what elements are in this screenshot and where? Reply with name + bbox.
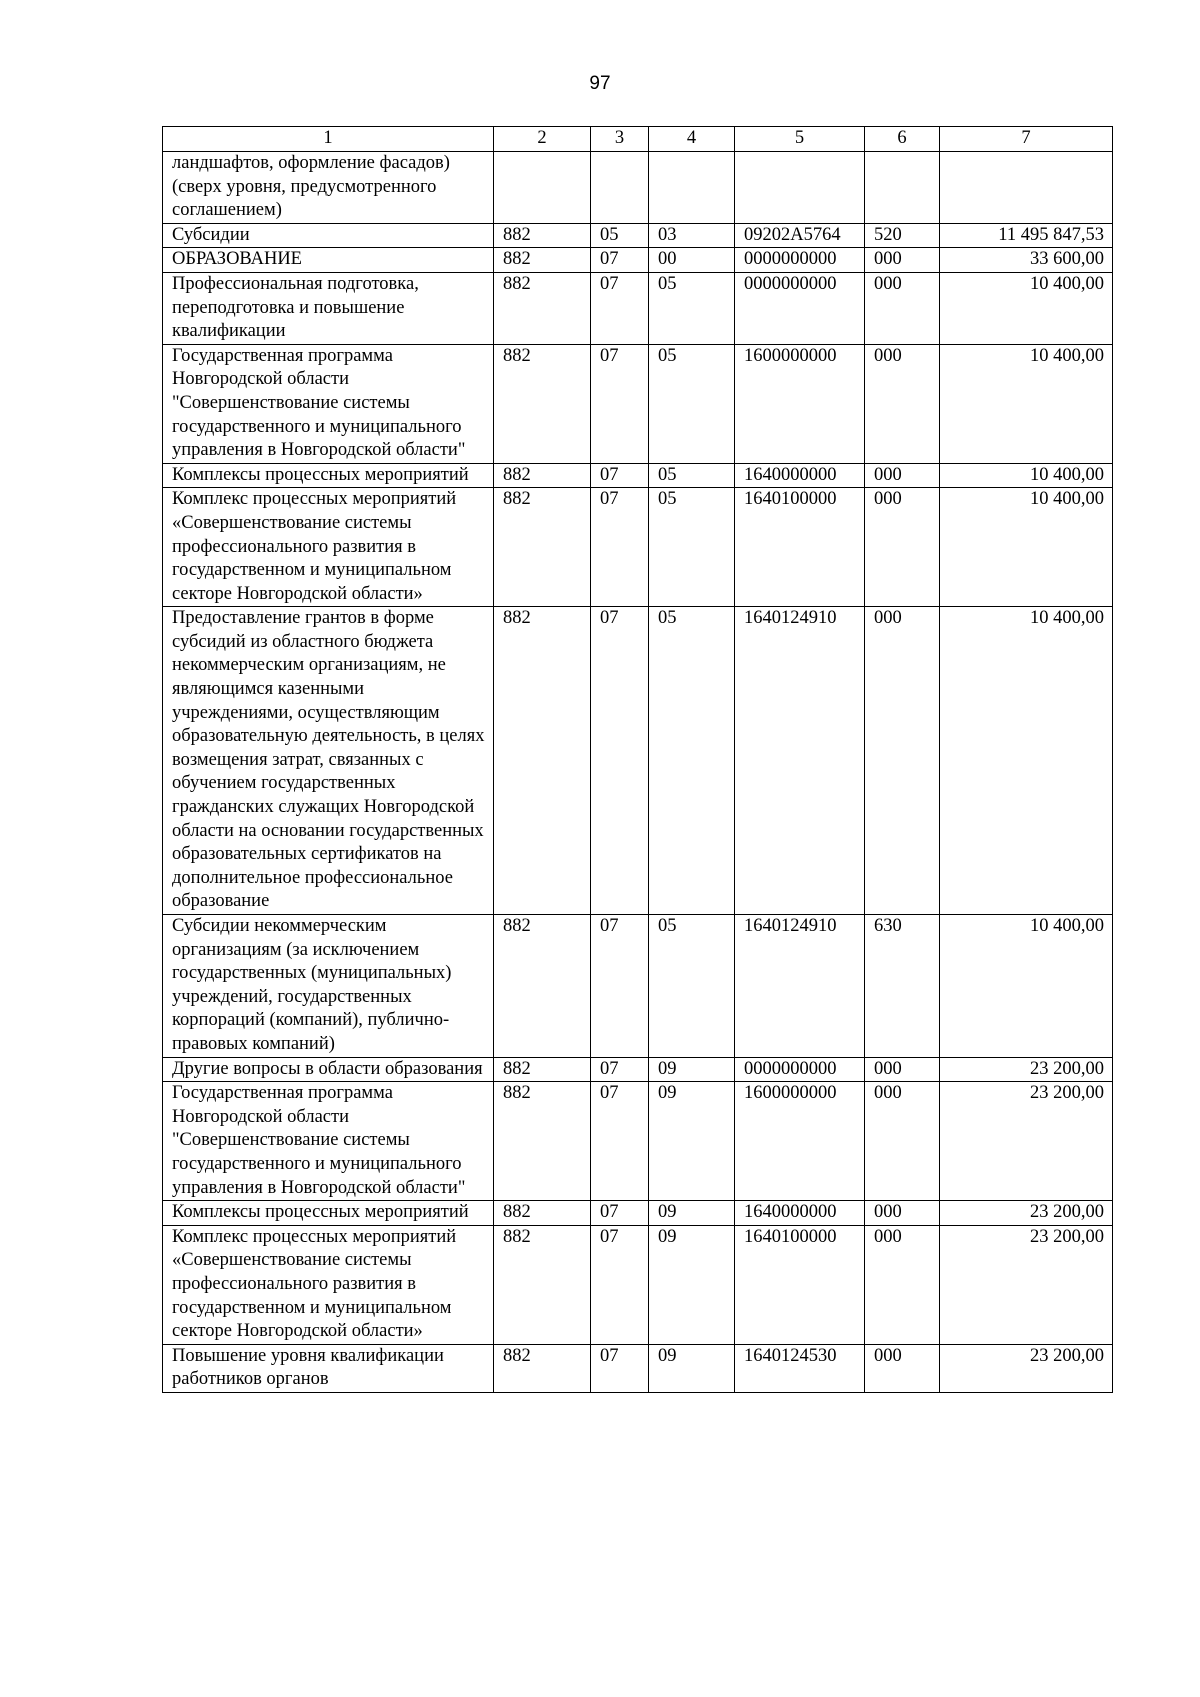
subsection-cell: 09 [649,1225,735,1344]
target-article-cell: 1640124910 [735,607,865,915]
subsection-cell: 00 [649,248,735,273]
expense-type-cell [865,152,940,224]
table-row [163,272,1113,344]
section-cell: 07 [591,915,649,1058]
table-row [163,1225,1113,1344]
target-article-cell: 1600000000 [735,344,865,463]
target-article-cell: 1640124910 [735,915,865,1058]
expense-type-cell: 630 [865,915,940,1058]
table-row [163,223,1113,248]
section-cell: 07 [591,1057,649,1082]
admin-code-cell: 882 [494,344,591,463]
section-cell [591,152,649,224]
table-row [163,248,1113,273]
section-cell: 07 [591,344,649,463]
section-cell: 07 [591,607,649,915]
table-row [163,1344,1113,1392]
section-cell: 07 [591,1201,649,1226]
target-article-cell: 1640000000 [735,1201,865,1226]
subsection-cell: 05 [649,344,735,463]
admin-code-cell: 882 [494,607,591,915]
subsection-cell: 03 [649,223,735,248]
row-name-cell: Государственная программа Новгородской области "Совершенствование системы государственного и муниципального управления в Новгородской области" [163,1082,494,1201]
expense-type-cell: 000 [865,344,940,463]
target-article-cell: 1640124530 [735,1344,865,1392]
subsection-cell: 09 [649,1344,735,1392]
column-header-4: 4 [649,127,735,152]
expense-type-cell: 000 [865,1082,940,1201]
row-name-cell: Государственная программа Новгородской области "Совершенствование системы государственного и муниципального управления в Новгородской области" [163,344,494,463]
expense-type-cell: 520 [865,223,940,248]
target-article-cell: 09202A5764 [735,223,865,248]
amount-cell: 10 400,00 [940,915,1113,1058]
amount-cell: 11 495 847,53 [940,223,1113,248]
table-row [163,344,1113,463]
row-name-cell: Субсидии некоммерческим организациям (за исключением государственных (муниципальных) учреждений, государственных корпораций (компаний), публично-правовых компаний) [163,915,494,1058]
target-article-cell [735,152,865,224]
admin-code-cell: 882 [494,223,591,248]
section-cell: 07 [591,272,649,344]
column-header-3: 3 [591,127,649,152]
amount-cell: 10 400,00 [940,344,1113,463]
target-article-cell: 1600000000 [735,1082,865,1201]
admin-code-cell: 882 [494,248,591,273]
admin-code-cell: 882 [494,1344,591,1392]
expense-type-cell: 000 [865,1225,940,1344]
amount-cell: 10 400,00 [940,488,1113,607]
expense-type-cell: 000 [865,1344,940,1392]
row-name-cell: Субсидии [163,223,494,248]
expense-type-cell: 000 [865,607,940,915]
admin-code-cell [494,152,591,224]
amount-cell: 10 400,00 [940,272,1113,344]
table-row [163,915,1113,1058]
target-article-cell: 1640100000 [735,488,865,607]
expense-type-cell: 000 [865,248,940,273]
subsection-cell: 09 [649,1082,735,1201]
row-name-cell: Другие вопросы в области образования [163,1057,494,1082]
amount-cell: 23 200,00 [940,1225,1113,1344]
subsection-cell: 05 [649,607,735,915]
section-cell: 07 [591,488,649,607]
admin-code-cell: 882 [494,1225,591,1344]
amount-cell: 23 200,00 [940,1344,1113,1392]
section-cell: 05 [591,223,649,248]
target-article-cell: 0000000000 [735,1057,865,1082]
amount-cell: 23 200,00 [940,1082,1113,1201]
target-article-cell: 0000000000 [735,248,865,273]
subsection-cell: 05 [649,488,735,607]
target-article-cell: 1640100000 [735,1225,865,1344]
row-name-cell: Комплексы процессных мероприятий [163,1201,494,1226]
row-name-cell: Предоставление грантов в форме субсидий из областного бюджета некоммерческим организациям, не являющимся казенными учреждениями, осуществляющим образовательную деятельность, в целях возмещения затрат, связанных с обучением государственных гражданских служащих Новгородской области на основании государственных образовательных сертификатов на дополнительное профессиональное образование [163,607,494,915]
row-name-cell: ландшафтов, оформление фасадов) (сверх уровня, предусмотренного соглашением) [163,152,494,224]
admin-code-cell: 882 [494,1082,591,1201]
section-cell: 07 [591,1344,649,1392]
table-row [163,463,1113,488]
expense-type-cell: 000 [865,272,940,344]
section-cell: 07 [591,1082,649,1201]
row-name-cell: Комплексы процессных мероприятий [163,463,494,488]
amount-cell: 23 200,00 [940,1057,1113,1082]
subsection-cell: 09 [649,1057,735,1082]
admin-code-cell: 882 [494,1057,591,1082]
admin-code-cell: 882 [494,463,591,488]
amount-cell: 23 200,00 [940,1201,1113,1226]
target-article-cell: 1640000000 [735,463,865,488]
admin-code-cell: 882 [494,488,591,607]
table-header-row [163,127,1113,152]
target-article-cell: 0000000000 [735,272,865,344]
row-name-cell: Комплекс процессных мероприятий «Совершенствование системы профессионального развития в государственном и муниципальном секторе Новгородской области» [163,488,494,607]
column-header-7: 7 [940,127,1113,152]
subsection-cell [649,152,735,224]
section-cell: 07 [591,248,649,273]
subsection-cell: 05 [649,463,735,488]
column-header-5: 5 [735,127,865,152]
subsection-cell: 05 [649,272,735,344]
expense-type-cell: 000 [865,1201,940,1226]
admin-code-cell: 882 [494,1201,591,1226]
table-row [163,152,1113,224]
table-row [163,1057,1113,1082]
row-name-cell: Профессиональная подготовка, переподготовка и повышение квалификации [163,272,494,344]
column-header-2: 2 [494,127,591,152]
admin-code-cell: 882 [494,915,591,1058]
expense-type-cell: 000 [865,488,940,607]
section-cell: 07 [591,463,649,488]
amount-cell: 10 400,00 [940,607,1113,915]
amount-cell: 33 600,00 [940,248,1113,273]
section-cell: 07 [591,1225,649,1344]
row-name-cell: Комплекс процессных мероприятий «Совершенствование системы профессионального развития в государственном и муниципальном секторе Новгородской области» [163,1225,494,1344]
amount-cell: 10 400,00 [940,463,1113,488]
admin-code-cell: 882 [494,272,591,344]
budget-table [162,126,1113,1393]
row-name-cell: ОБРАЗОВАНИЕ [163,248,494,273]
table-row [163,1201,1113,1226]
row-name-cell: Повышение уровня квалификации работников органов [163,1344,494,1392]
amount-cell [940,152,1113,224]
expense-type-cell: 000 [865,463,940,488]
page-number: 97 [589,73,611,94]
table-row [163,1082,1113,1201]
subsection-cell: 05 [649,915,735,1058]
table-row [163,488,1113,607]
expense-type-cell: 000 [865,1057,940,1082]
table-row [163,607,1113,915]
subsection-cell: 09 [649,1201,735,1226]
column-header-1: 1 [163,127,494,152]
column-header-6: 6 [865,127,940,152]
